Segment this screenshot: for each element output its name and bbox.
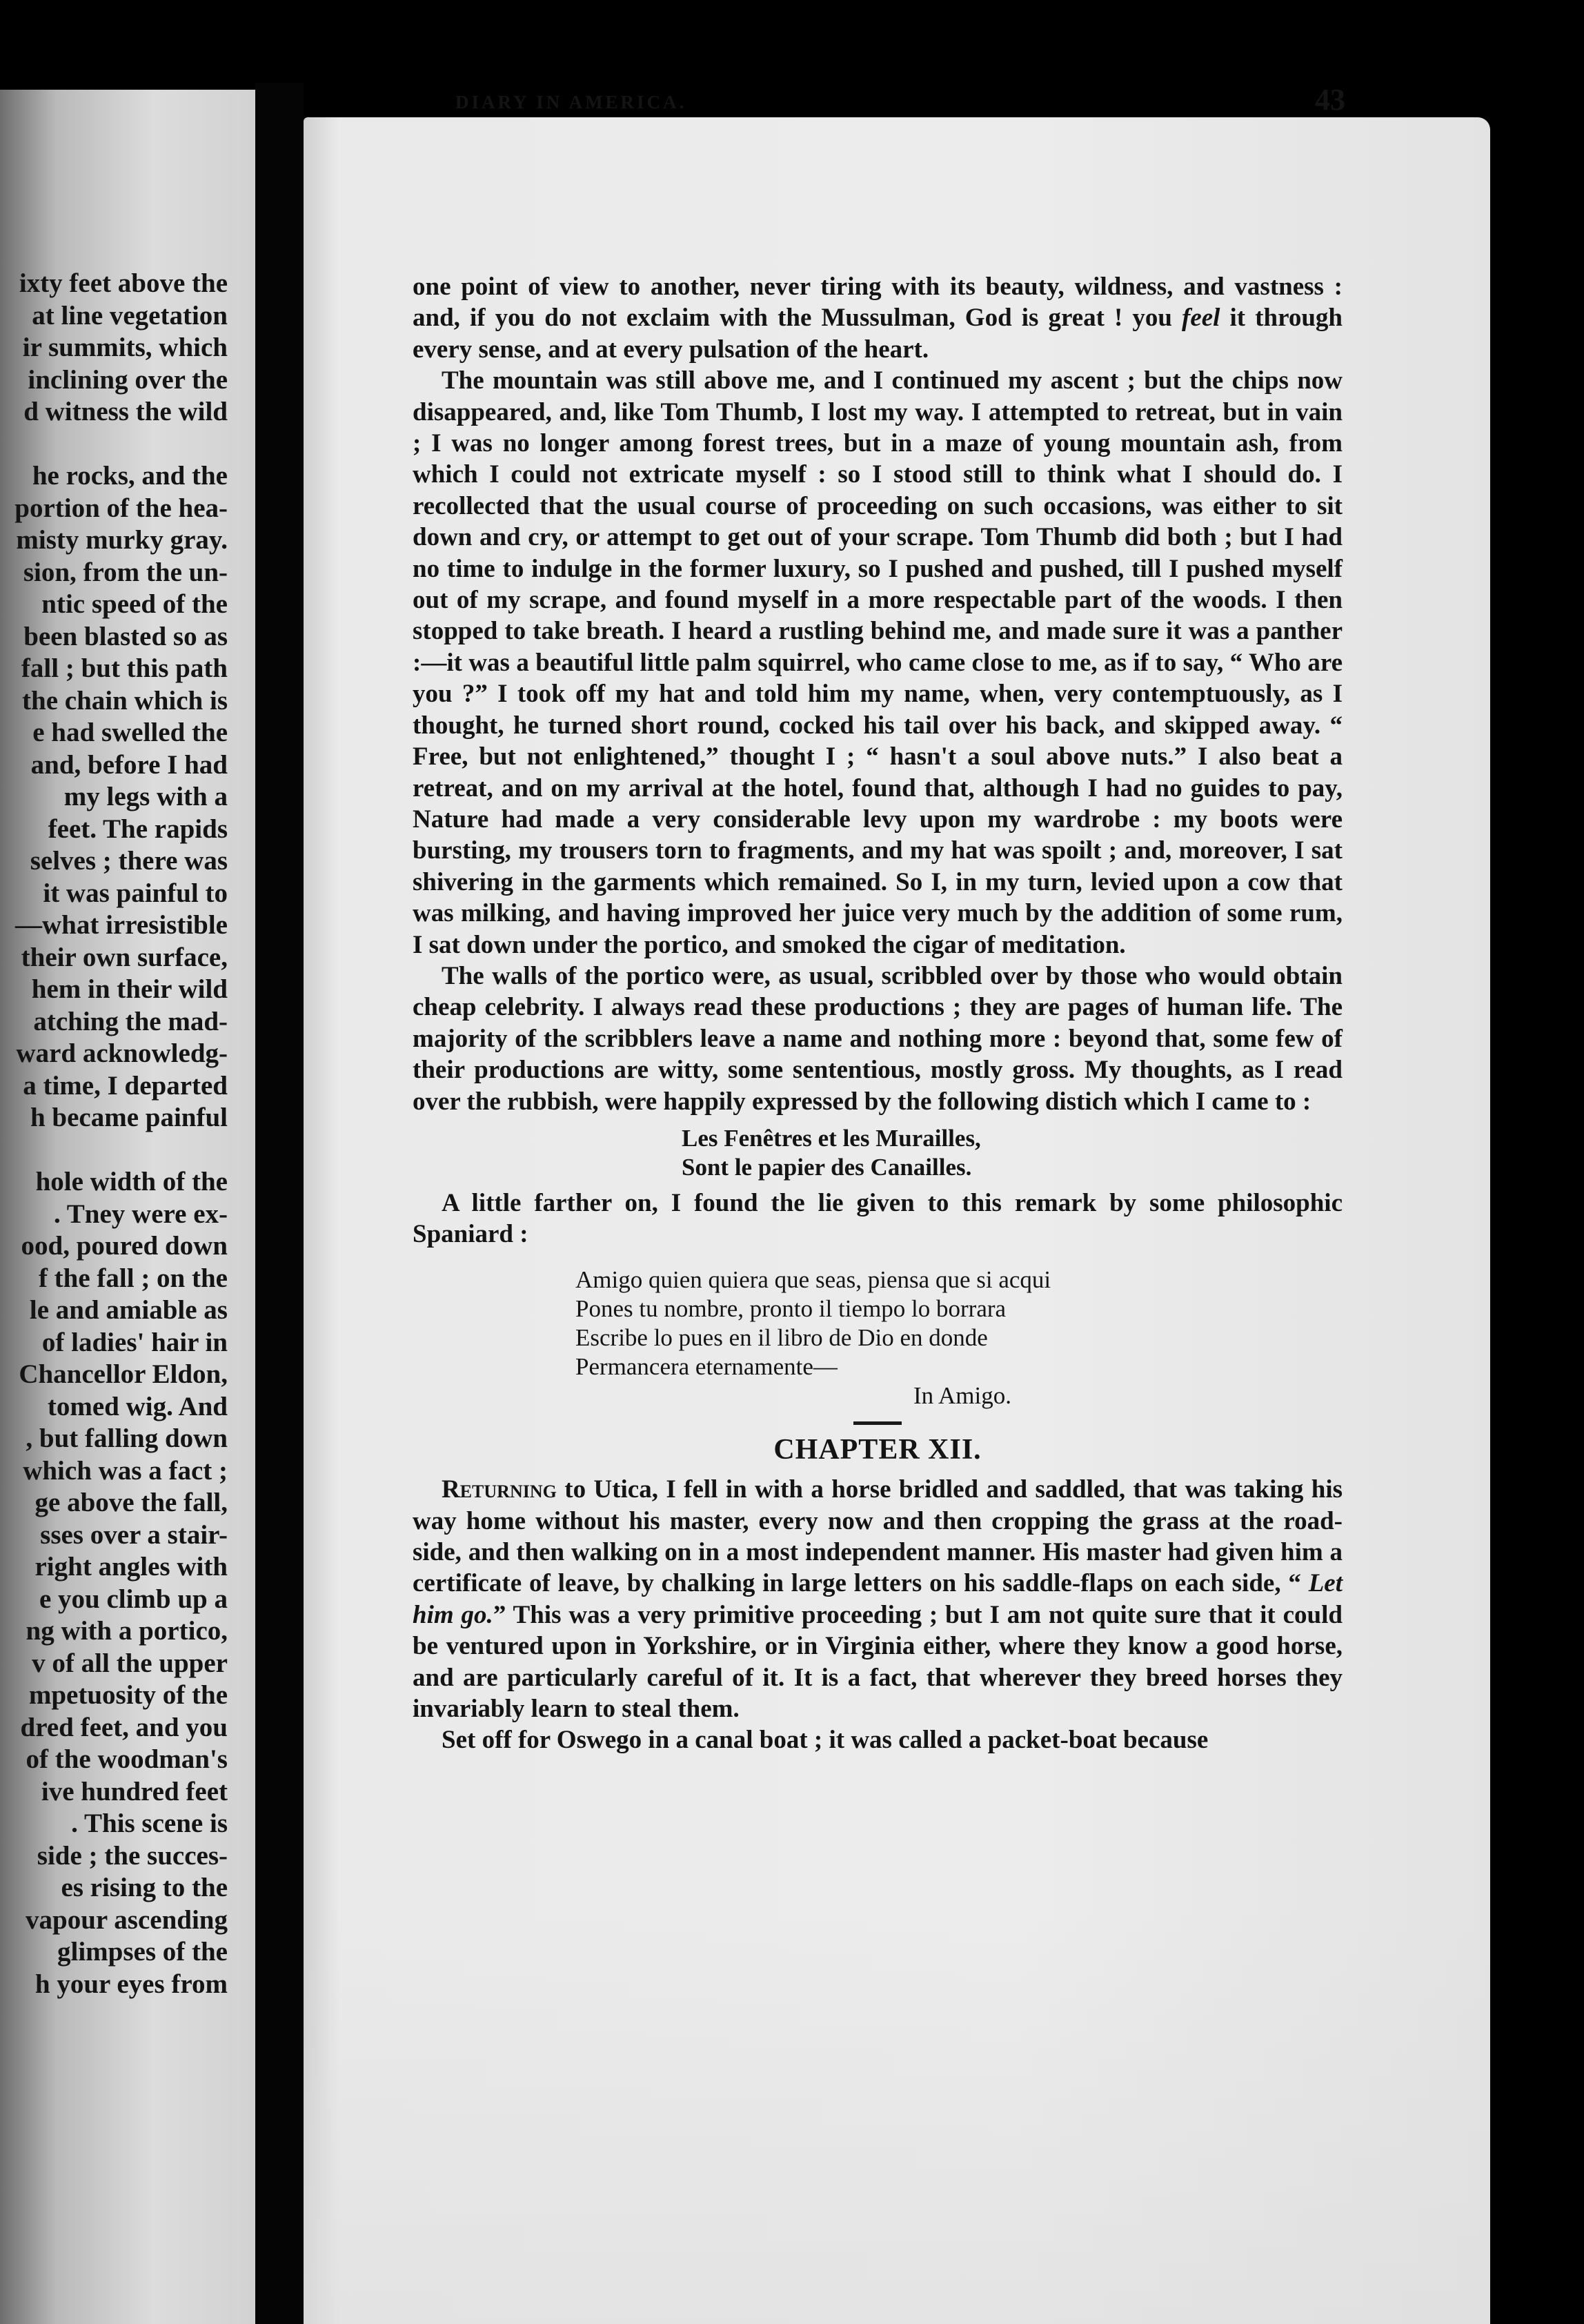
left-page-line: at line vegetation	[32, 300, 228, 331]
left-page-line: ng with a portico,	[26, 1616, 228, 1646]
page-header	[455, 83, 1345, 119]
left-page-line: tomed wig. And	[47, 1391, 228, 1421]
left-page-fragment	[0, 90, 255, 2324]
book-gutter	[255, 83, 304, 2324]
left-page-line: ixty feet above the	[19, 268, 228, 298]
left-page-line: . This scene is	[71, 1809, 228, 1838]
left-page-line: he rocks, and the	[32, 461, 228, 491]
paragraph: Returning to Utica, I fell in with a horse bridled and saddled, that was taking his way home without his master, every now and then cropping the grass at the road-side, and then walking on in a most independent manner. His master had given him a certificate of leave, by chalking in large letters on his saddle-flaps on each side, “ Let him go.” This was a very primitive proceeding ; but I am not quite sure that it could be ventured upon in Yorkshire, or in Virginia either, where they know a good horse, and are particularly careful of it. It is a fact, that wherever they breed horses they invariably learn to steal them.	[413, 1475, 1343, 1724]
left-page-text	[0, 268, 228, 2000]
verse-line: Permancera eternamente—	[575, 1352, 838, 1380]
french-distich	[682, 1124, 1343, 1182]
left-page-line: h your eyes from	[34, 1969, 228, 1999]
left-page-line: inclining over the	[28, 364, 228, 395]
left-page-line: ir summits, which	[22, 333, 228, 362]
left-page-line: misty murky gray.	[16, 525, 228, 555]
left-page-line: sion, from the un-	[23, 557, 228, 587]
left-page-line: portion of the hea-	[14, 493, 228, 523]
left-page-line: sses over a stair-	[40, 1519, 228, 1550]
left-page-line: h became painful	[30, 1103, 228, 1132]
left-page-line: —what irresistible	[14, 910, 228, 940]
left-page-line	[0, 429, 228, 461]
left-page-line: right angles with	[34, 1552, 228, 1582]
left-page-line: ood, poured down	[21, 1231, 228, 1261]
left-page-line	[0, 1134, 228, 1167]
left-page-line: it was painful to	[43, 878, 228, 908]
left-page-line: ntic speed of the	[41, 589, 228, 619]
left-page-line: f the fall ; on the	[38, 1263, 228, 1293]
verse-line: Pones tu nombre, pronto il tiempo lo borrara	[575, 1294, 1007, 1322]
verse-line: Amigo quien quiera que seas, piensa que si acqui	[575, 1266, 1051, 1293]
left-page-line: Chancellor Eldon,	[19, 1359, 228, 1389]
left-page-line: glimpses of the	[57, 1937, 228, 1967]
paragraph: The mountain was still above me, and I continued my ascent ; but the chips now disappeared, and, like Tom Thumb, I lost my way. I attempted to retreat, but in vain ; I was no longer among forest trees, but in a maze of young mountain ash, from which I could not extricate myself : so I stood still to think what I should do. I recollected that the usual course of proceeding on such occasions, was either to sit down and cry, or attempt to get out of your scrape. Tom Thumb did both ; but I had no time to indulge in the former luxury, so I pushed and pushed, till I pushed myself out of my scrape, and found myself in a more respectable part of the woods. I then stopped to take breath. I heard a rustling behind me, and made sure it was a panther :—it was a beautiful little palm squirrel, who came close to me, as if to say, “ Who are you ?” I took off my hat and told him my name, when, very contemptuously, as I thought, he turned short round, cocked his tail over his back, and skipped away. “ Free, but not enlightened,” thought I ; “ hasn't a soul above nuts.” I also beat a retreat, and on my arrival at the hotel, found that, although I had no guides to pay, Nature had made a very considerable levy upon my wardrobe : my boots were bursting, my trousers torn to fragments, and my hat was spoilt ; and, moreover, I sat shivering in the garments which remained. So I, in my turn, levied upon a cow that was milking, and having improved her juice very much by the addition of some rum, I sat down under the portico, and smoked the cigar of meditation.	[413, 366, 1343, 959]
left-page-line: ive hundred feet	[41, 1776, 228, 1806]
paragraph: The walls of the portico were, as usual, scribbled over by those who would obtain cheap celebrity. I always read these productions ; they are pages of human life. The majority of the scribblers leave a name and nothing more : beyond that, some few of their productions are witty, some sententious, mostly gross. My thoughts, as I read over the rubbish, were happily expressed by the following distich which I came to :	[413, 961, 1343, 1116]
verse-line: Les Fenêtres et les Murailles,	[682, 1124, 981, 1152]
left-page-line: their own surface,	[21, 942, 228, 972]
left-page-line: d witness the wild	[23, 397, 228, 426]
paragraph: Set off for Oswego in a canal boat ; it was called a packet-boat because	[442, 1726, 1209, 1755]
left-page-line: of ladies' hair in	[41, 1327, 228, 1357]
left-page-line: . Tney were ex-	[54, 1199, 228, 1229]
left-page-line: es rising to the	[61, 1873, 228, 1902]
left-page-line: ge above the fall,	[34, 1488, 228, 1517]
left-page-line: e you climb up a	[39, 1584, 228, 1614]
page-body	[413, 271, 1343, 1756]
left-page-line: fall ; but this path	[21, 653, 228, 683]
left-page-line: my legs with a	[63, 782, 228, 811]
left-page-line: hem in their wild	[31, 974, 228, 1004]
verse-signature: In Amigo.	[913, 1381, 1011, 1409]
verse-line: Sont le papier des Canailles.	[682, 1153, 972, 1181]
left-page-line: , but falling down	[26, 1424, 228, 1453]
left-page-line: of the woodman's	[26, 1744, 228, 1774]
left-page-line: selves ; there was	[30, 846, 228, 876]
left-page-line: a time, I departed	[23, 1070, 228, 1101]
left-page-line: the chain which is	[22, 685, 228, 716]
left-page-line: feet. The rapids	[48, 814, 228, 844]
left-page-line: e had swelled the	[32, 718, 228, 747]
running-head: DIARY IN AMERICA.	[455, 92, 687, 112]
left-page-line: le and amiable as	[29, 1295, 228, 1325]
section-rule	[853, 1421, 902, 1425]
paragraph: A little farther on, I found the lie given to this remark by some philosophic Spaniard :	[413, 1188, 1343, 1249]
verse-line: Escribe lo pues en il libro de Dio en donde	[575, 1323, 988, 1351]
left-page-line: atching the mad-	[33, 1006, 228, 1036]
left-page-line: hole width of the	[35, 1167, 228, 1197]
left-page-line: dred feet, and you	[20, 1712, 228, 1742]
paragraph: one point of view to another, never tiring with its beauty, wildness, and vastness : and, if you do not exclaim with the Mussulman, God is great ! you feel it through every sense, and at every pulsation of the heart.	[413, 273, 1343, 364]
left-page-line: side ; the succes-	[37, 1840, 228, 1871]
left-page-line: v of all the upper	[32, 1648, 228, 1678]
spanish-verse	[575, 1266, 1343, 1410]
left-page-line: which was a fact ;	[23, 1455, 228, 1486]
left-page-line: mpetuosity of the	[28, 1680, 228, 1710]
left-page-line: ward acknowledg-	[16, 1038, 228, 1068]
left-page-line: and, before I had	[30, 749, 228, 780]
chapter-heading: CHAPTER XII.	[773, 1433, 982, 1466]
left-page-line: been blasted so as	[23, 621, 228, 651]
left-page-line: vapour ascending	[26, 1904, 228, 1935]
page-number: 43	[1315, 83, 1345, 117]
